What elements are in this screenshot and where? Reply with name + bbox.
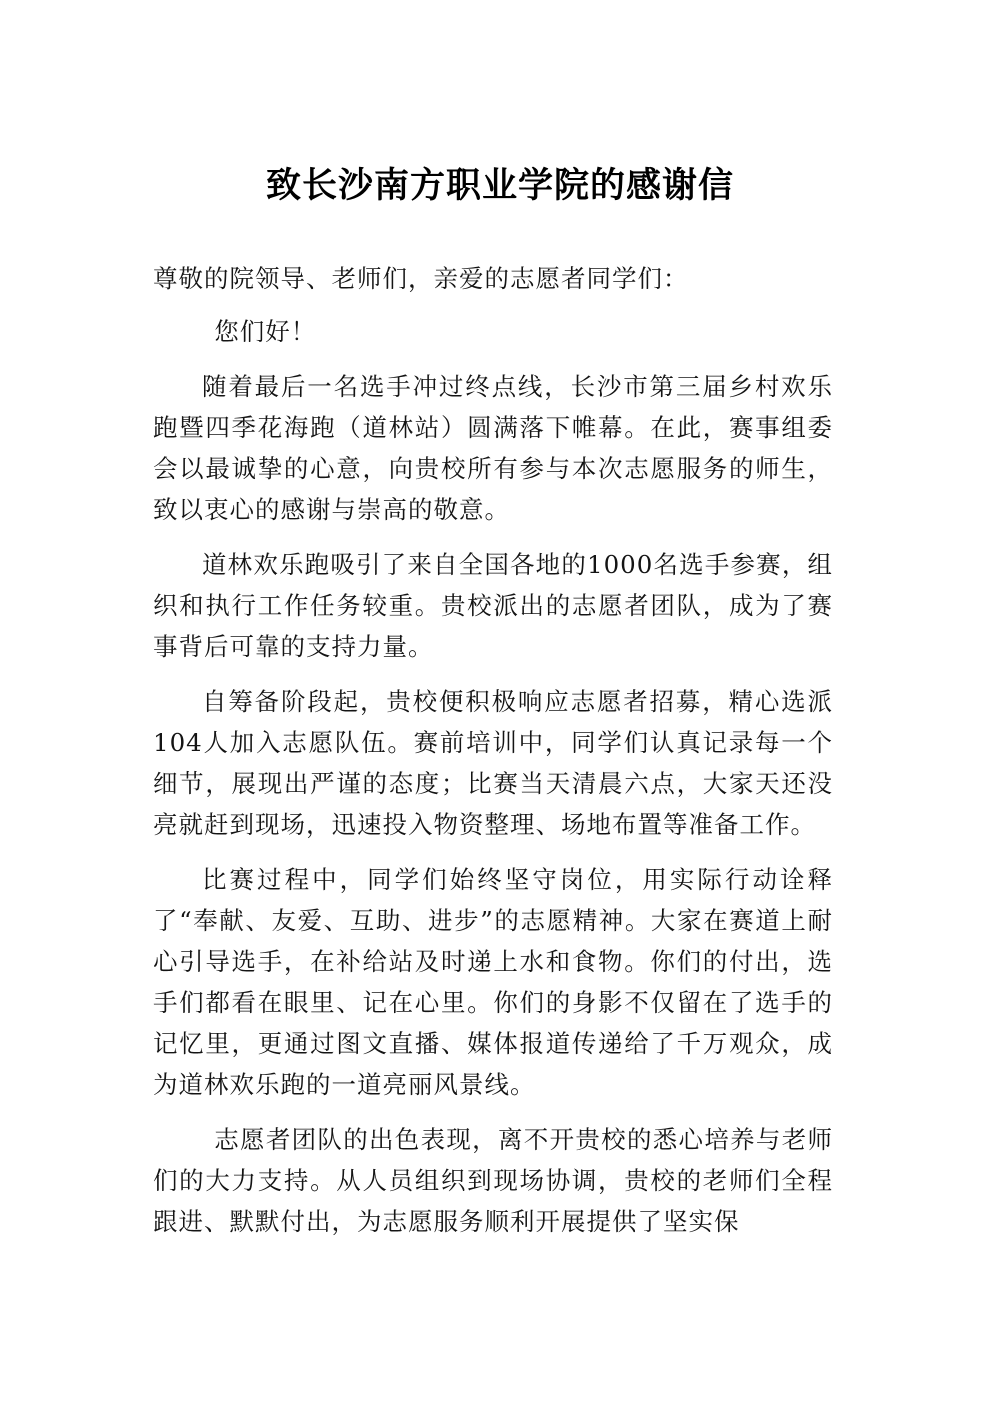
letter-greeting: 您们好！ (214, 317, 317, 346)
letter-salutation: 尊敬的院领导、老师们，亲爱的志愿者同学们： (153, 264, 689, 293)
letter-paragraph-2: 道林欢乐跑吸引了来自全国各地的1000名选手参赛，组织和执行工作任务较重。贵校派出的志愿者团队，成为了赛事背后可靠的支持力量。 (153, 550, 833, 661)
letter-body (153, 258, 833, 1256)
letter-paragraph-1: 随着最后一名选手冲过终点线，长沙市第三届乡村欢乐跑暨四季花海跑（道林站）圆满落下帷幕。在此，赛事组委会以最诚挚的心意，向贵校所有参与本次志愿服务的师生，致以衷心的感谢与崇高的敬意。 (153, 372, 833, 524)
letter-paragraph-3: 自筹备阶段起，贵校便积极响应志愿者招募，精心选派104人加入志愿队伍。赛前培训中，同学们认真记录每一个细节，展现出严谨的态度；比赛当天清晨六点，大家天还没亮就赶到现场，迅速投入物资整理、场地布置等准备工作。 (153, 687, 833, 839)
letter-paragraph-4: 比赛过程中，同学们始终坚守岗位，用实际行动诠释了“奉献、友爱、互助、进步”的志愿精神。大家在赛道上耐心引导选手，在补给站及时递上水和食物。你们的付出，选手们都看在眼里、记在心里。你们的身影不仅留在了选手的记忆里，更通过图文直播、媒体报道传递给了千万观众，成为道林欢乐跑的一道亮丽风景线。 (153, 865, 833, 1099)
letter-paragraph-5: 志愿者团队的出色表现，离不开贵校的悉心培养与老师们的大力支持。从人员组织到现场协调，贵校的老师们全程跟进、默默付出，为志愿服务顺利开展提供了坚实保 (153, 1125, 833, 1236)
letter-title: 致长沙南方职业学院的感谢信 (265, 166, 734, 206)
